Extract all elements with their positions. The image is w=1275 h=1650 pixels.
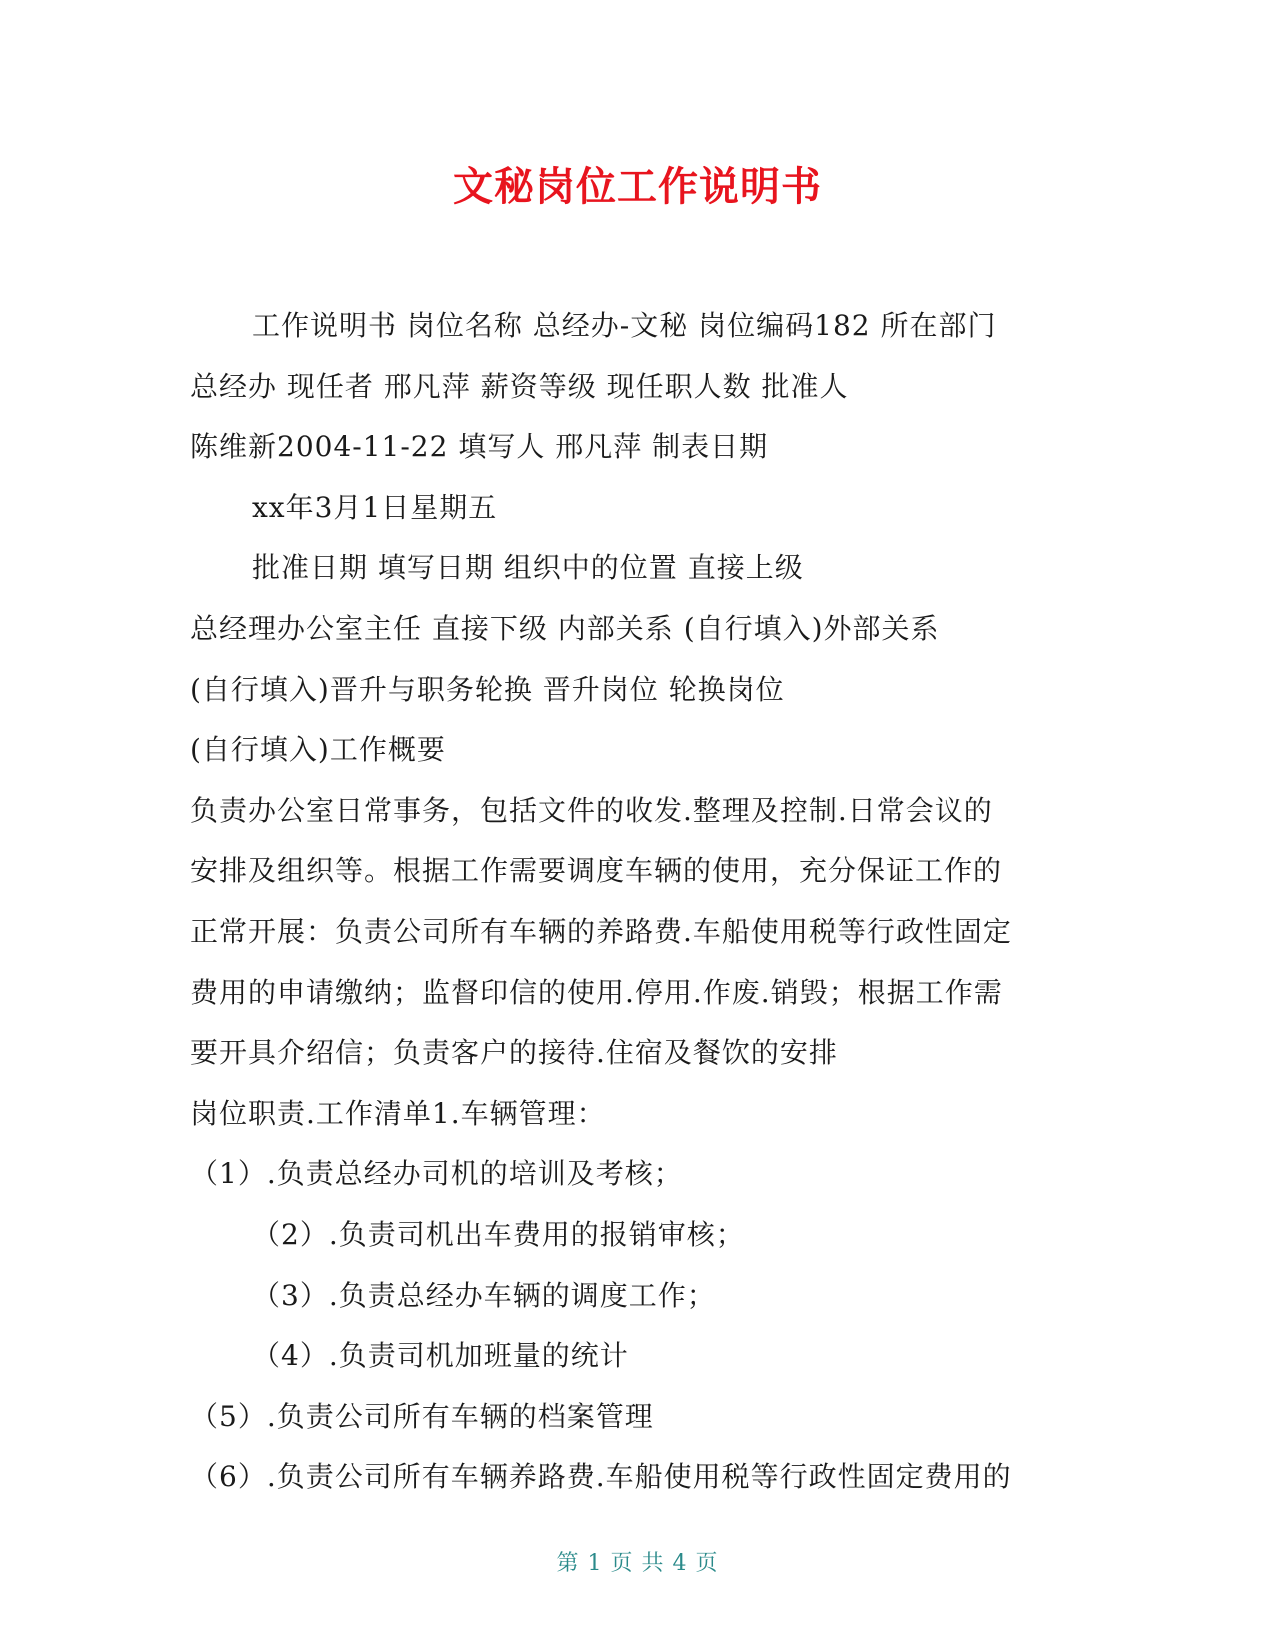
paragraph-line: 陈维新2004-11-22 填写人 邢凡萍 制表日期 <box>190 430 769 464</box>
paragraph-line: xx年3月1日星期五 <box>252 490 498 524</box>
paragraph-line: 安排及组织等。根据工作需要调度车辆的使用，充分保证工作的 <box>190 854 1003 888</box>
paragraph-line: 工作说明书 岗位名称 总经办-文秘 岗位编码182 所在部门 <box>252 309 997 342</box>
paragraph-line: 总经办 现任者 邢凡萍 薪资等级 现任职人数 批准人 <box>190 369 849 403</box>
paragraph-line: 正常开展：负责公司所有车辆的养路费.车船使用税等行政性固定 <box>190 914 1012 948</box>
document-body <box>190 296 1090 1508</box>
paragraph-line: 总经理办公室主任 直接下级 内部关系 (自行填入)外部关系 <box>190 611 940 645</box>
paragraph-line: (自行填入)晋升与职务轮换 晋升岗位 轮换岗位 <box>190 672 785 706</box>
list-item: （6）.负责公司所有车辆养路费.车船使用税等行政性固定费用的 <box>190 1460 1012 1494</box>
paragraph-line: 要开具介绍信；负责客户的接待.住宿及餐饮的安排 <box>190 1036 838 1070</box>
paragraph-line: 岗位职责.工作清单1.车辆管理： <box>190 1096 606 1130</box>
document-title: 文秘岗位工作说明书 <box>453 164 822 210</box>
list-item: （2）.负责司机出车费用的报销审核； <box>252 1217 745 1251</box>
list-item: （5）.负责公司所有车辆的档案管理 <box>190 1399 654 1433</box>
paragraph-line: (自行填入)工作概要 <box>190 733 446 767</box>
list-item: （1）.负责总经办司机的培训及考核； <box>190 1157 683 1191</box>
paragraph-line: 费用的申请缴纳；监督印信的使用.停用.作废.销毁；根据工作需 <box>190 975 1003 1009</box>
paragraph-line: 批准日期 填写日期 组织中的位置 直接上级 <box>252 551 804 585</box>
list-item: （4）.负责司机加班量的统计 <box>252 1339 629 1373</box>
list-item: （3）.负责总经办车辆的调度工作； <box>252 1278 716 1312</box>
page-number-footer: 第 1 页 共 4 页 <box>556 1551 719 1576</box>
paragraph-line: 负责办公室日常事务，包括文件的收发.整理及控制.日常会议的 <box>190 793 993 827</box>
